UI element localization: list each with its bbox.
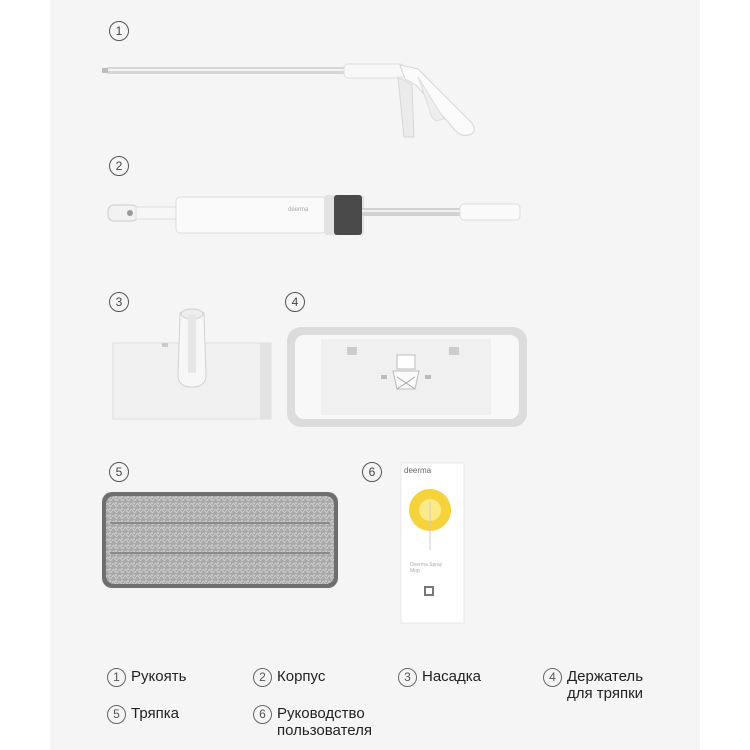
part-number-4: 4 <box>285 292 305 312</box>
handle-part <box>100 55 490 145</box>
body-part <box>100 185 530 245</box>
legend-label-3: Насадка <box>422 668 482 685</box>
part-number-1: 1 <box>109 21 129 41</box>
legend-number-5: 5 <box>107 705 126 724</box>
legend-number-2: 2 <box>253 668 272 687</box>
body-brand-mark: deerma <box>288 207 309 213</box>
legend-label-6: Руководство пользователя <box>277 705 372 739</box>
legend-label-2: Корпус <box>277 668 326 685</box>
cloth-holder-part <box>285 325 530 430</box>
legend-number-6: 6 <box>253 705 272 724</box>
user-manual-part <box>400 462 465 624</box>
part-number-2: 2 <box>109 156 129 176</box>
legend-label-1: Рукоять <box>131 668 187 685</box>
manual-title: Deerma Spray Mop <box>410 562 443 574</box>
part-number-3: 3 <box>109 292 129 312</box>
cloth-part <box>100 490 340 590</box>
manual-brand: deerma <box>404 466 432 475</box>
legend-label-4: Держатель для тряпки <box>567 668 644 702</box>
nozzle-part <box>110 305 275 420</box>
part-number-5: 5 <box>109 462 129 482</box>
legend-number-1: 1 <box>107 668 126 687</box>
legend-label-5: Тряпка <box>131 705 179 722</box>
legend-number-3: 3 <box>398 668 417 687</box>
legend-number-4: 4 <box>543 668 562 687</box>
part-number-6: 6 <box>362 462 382 482</box>
